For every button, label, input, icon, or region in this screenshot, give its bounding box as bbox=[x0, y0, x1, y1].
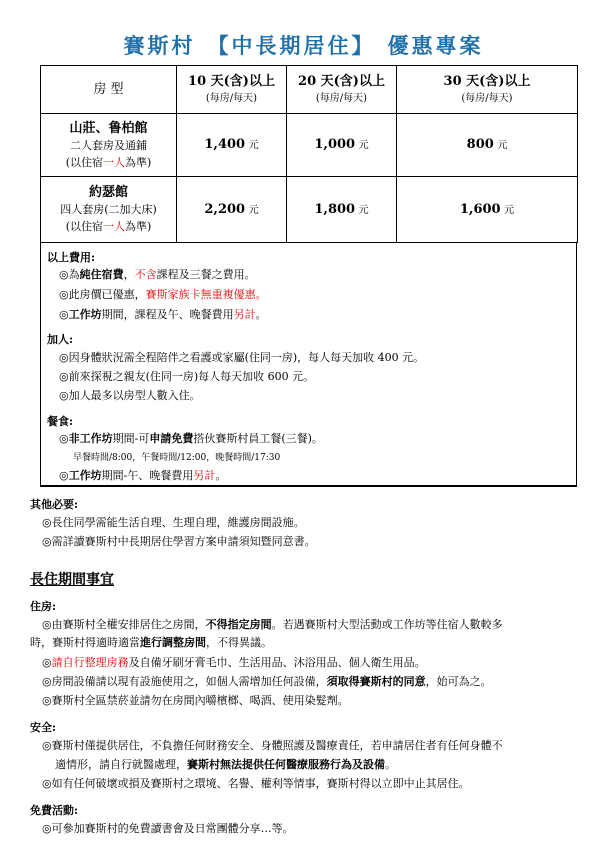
header-10-days: 10 天(含)以上 (每房/每天) bbox=[177, 66, 287, 114]
header-room-type: 房 型 bbox=[41, 66, 177, 114]
price-cell: 1,600 元 bbox=[397, 177, 578, 243]
note-line: ◎為純住宿費，不含課程及三餐之費用。 bbox=[59, 268, 256, 281]
meal-times: 早餐時間/8:00，午餐時間/12:00，晚餐時間/17:30 bbox=[73, 453, 281, 463]
price-table bbox=[40, 65, 578, 243]
note-line: ◎因身體狀況需全程陪伴之看護或家屬(住同一房)，每人每天加收 400 元。 bbox=[59, 351, 425, 364]
price-cell: 1,800 元 bbox=[287, 177, 397, 243]
price-cell: 2,200 元 bbox=[177, 177, 287, 243]
free-activity-title: 免費活動: bbox=[30, 804, 79, 817]
price-cell: 800 元 bbox=[397, 114, 578, 177]
safety-line: 適情形，請自行就醫處理，賽斯村無法提供任何醫療服務行為及設備。 bbox=[55, 758, 396, 771]
notes-box bbox=[40, 243, 577, 487]
note-line: ◎前來探視之親友(住同一房)每人每天加收 600 元。 bbox=[59, 370, 315, 383]
header-20-days: 20 天(含)以上 (每房/每天) bbox=[287, 66, 397, 114]
stay-line: ◎由賽斯村全權安排居住之房間，不得指定房間。若遇賽斯村大型活動或工作坊等住宿人數較多 bbox=[42, 618, 503, 631]
room-cell: 約瑟館 四人套房(二加大床) (以住宿一人為準) bbox=[41, 177, 177, 243]
stay-line: ◎請自行整理房務及自備牙刷牙膏毛巾、生活用品、沐浴用品、個人衛生用品。 bbox=[42, 656, 426, 669]
price-cell: 1,400 元 bbox=[177, 114, 287, 177]
add-person-title: 加人: bbox=[47, 333, 74, 346]
room-cell: 山莊、鲁柏館 二人套房及通鋪 (以住宿一人為準) bbox=[41, 114, 177, 177]
safety-title: 安全: bbox=[30, 721, 57, 734]
meal-title: 餐食: bbox=[47, 415, 74, 428]
other-title: 其他必要: bbox=[30, 498, 79, 511]
long-stay-heading: 長住期間事宜 bbox=[30, 572, 114, 588]
table-row bbox=[41, 177, 578, 243]
price-cell: 1,000 元 bbox=[287, 114, 397, 177]
table-header-row bbox=[41, 66, 578, 114]
safety-line: ◎如有任何破壞或損及賽斯村之環境、名譽、權利等情事，賽斯村得以立即中止其居住。 bbox=[42, 777, 470, 790]
other-line: ◎長住同學需能生活自理、生理自理，維護房間設施。 bbox=[42, 516, 305, 529]
note-line: ◎非工作坊期間-可申請免費搭伙賽斯村員工餐(三餐)。 bbox=[59, 432, 323, 445]
note-line: ◎此房價已優惠，賽斯家族卡無重複優惠。 bbox=[59, 288, 267, 301]
header-30-days: 30 天(含)以上 (每房/每天) bbox=[397, 66, 578, 114]
stay-title: 住房: bbox=[30, 600, 57, 613]
safety-line: ◎賽斯村僅提供居住，不負擔任何財務安全、身體照護及醫療責任，若申請居住者有任何身體不 bbox=[42, 739, 503, 752]
stay-line: ◎房間設備請以現有設施使用之，如個人需增加任何設備，須取得賽斯村的同意，始可為之。 bbox=[42, 675, 492, 688]
note-line: ◎工作坊期間，課程及午、晚餐費用另計。 bbox=[59, 308, 267, 321]
page-title: 賽斯村 【中長期居住】 優惠專案 bbox=[123, 33, 484, 58]
note-line: ◎加人最多以房型人數入住。 bbox=[59, 389, 201, 402]
note-line: ◎工作坊期間-午、晚餐費用另計。 bbox=[59, 469, 227, 482]
stay-line: ◎賽斯村全區禁菸並請勿在房間內嚼檳榔、喝酒、使用染髮劑。 bbox=[42, 694, 349, 707]
table-row bbox=[41, 114, 578, 177]
above-fees-title: 以上費用: bbox=[47, 251, 96, 264]
free-activity-line: ◎可參加賽斯村的免費讀書會及日常團體分享…等。 bbox=[42, 822, 294, 835]
stay-line: 時，賽斯村得適時適當進行調整房間，不得異議。 bbox=[30, 636, 272, 649]
other-line: ◎需詳讀賽斯村中長期居住學習方案申請須知暨同意書。 bbox=[42, 535, 316, 548]
